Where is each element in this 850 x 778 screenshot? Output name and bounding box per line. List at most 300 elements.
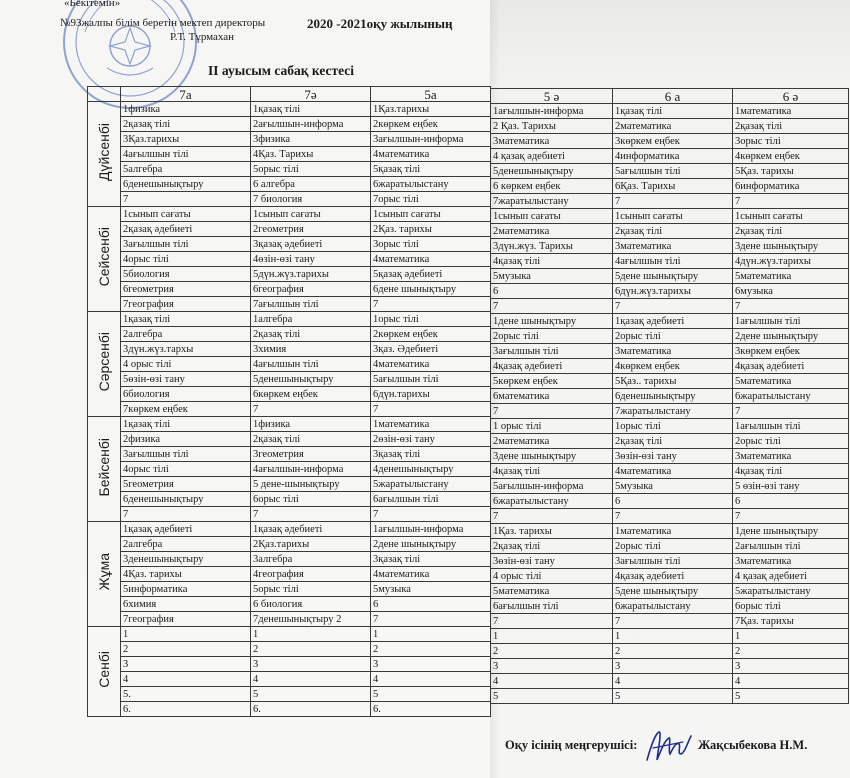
lesson-cell: 4 (491, 674, 613, 689)
day-cell (88, 102, 121, 207)
lesson-cell: 3ағылшын тілі (121, 447, 251, 462)
lesson-cell: 6орыс тілі (733, 599, 849, 614)
lesson-row (88, 687, 491, 702)
lesson-row (88, 237, 491, 252)
lesson-row (491, 629, 849, 644)
lesson-cell: 4денешынықтыру (371, 462, 491, 477)
day-label: Сәрсенбі (96, 332, 112, 392)
lesson-cell: 6. (121, 702, 251, 717)
lesson-cell: 4қазақ тілі (491, 464, 613, 479)
lesson-cell: 7 (733, 404, 849, 419)
lesson-row (491, 479, 849, 494)
lesson-row (88, 477, 491, 492)
lesson-cell: 7 (491, 614, 613, 629)
lesson-cell: 2дене шынықтыру (733, 329, 849, 344)
lesson-cell: 4өзін-өзі тану (251, 252, 371, 267)
lesson-row (491, 464, 849, 479)
lesson-cell: 1қазақ тілі (121, 312, 251, 327)
lesson-cell: 1сынып сағаты (613, 209, 733, 224)
lesson-cell: 2дене шынықтыру (371, 537, 491, 552)
lesson-cell: 5биология (121, 267, 251, 282)
lesson-cell: 5. (121, 687, 251, 702)
lesson-row (88, 627, 491, 642)
lesson-cell: 4 (733, 674, 849, 689)
approval-label: «Бекітемін» (64, 0, 121, 9)
lesson-cell: 2қазақ тілі (733, 224, 849, 239)
director-name: Р.Т. Тұрмахан (170, 31, 235, 43)
lesson-cell: 2ағылшын тілі (733, 539, 849, 554)
lesson-cell: 7 (613, 509, 733, 524)
lesson-row (491, 284, 849, 299)
table-body (491, 104, 849, 704)
lesson-row (491, 344, 849, 359)
lesson-cell: 7Қаз. тарихы (733, 614, 849, 629)
lesson-cell: 2қазақ әдебиеті (121, 222, 251, 237)
lesson-cell: 7 (371, 297, 491, 312)
lesson-row (491, 329, 849, 344)
lesson-cell: 2математика (491, 224, 613, 239)
day-header-blank (88, 87, 121, 102)
lesson-cell: 2математика (491, 434, 613, 449)
lesson-cell: 5денешынықтыру (491, 164, 613, 179)
lesson-cell: 1ағылшын-информа (371, 522, 491, 537)
lesson-cell: 7 (733, 194, 849, 209)
lesson-row (88, 192, 491, 207)
lesson-cell: 3 (251, 657, 371, 672)
lesson-cell: 3химия (251, 342, 371, 357)
lesson-cell: 7 биология (251, 192, 371, 207)
lesson-row (88, 522, 491, 537)
lesson-cell: 1Қаз. тарихы (491, 524, 613, 539)
lesson-cell: 3дене шынықтыру (491, 449, 613, 464)
lesson-row (491, 419, 849, 434)
lesson-cell: 1 (613, 629, 733, 644)
lesson-cell: 3дүн.жүз.тархы (121, 342, 251, 357)
lesson-row (88, 282, 491, 297)
lesson-cell: 1қазақ тілі (121, 417, 251, 432)
lesson-cell: 5математика (733, 269, 849, 284)
lesson-cell: 1қазақ әдебиеті (613, 314, 733, 329)
lesson-cell: 4ағылшын тілі (613, 254, 733, 269)
lesson-cell: 6математика (491, 389, 613, 404)
lesson-cell: 5көркем еңбек (491, 374, 613, 389)
lesson-cell: 3 (121, 657, 251, 672)
lesson-cell: 2өзін-өзі тану (371, 432, 491, 447)
lesson-row (491, 539, 849, 554)
lesson-cell: 5музыка (371, 582, 491, 597)
lesson-row (491, 554, 849, 569)
lesson-cell: 2математика (613, 119, 733, 134)
lesson-cell: 6 (371, 597, 491, 612)
lesson-row (491, 149, 849, 164)
lesson-cell: 6музыка (733, 284, 849, 299)
lesson-cell: 6ағылшын тілі (491, 599, 613, 614)
lesson-cell: 5орыс тілі (251, 582, 371, 597)
lesson-cell: 6орыс тілі (251, 492, 371, 507)
lesson-cell: 4қазақ әдебиеті (491, 359, 613, 374)
lesson-cell: 3ағылшын тілі (121, 237, 251, 252)
lesson-cell: 2алгебра (121, 537, 251, 552)
lesson-row (491, 194, 849, 209)
lesson-cell: 1орыс тілі (371, 312, 491, 327)
lesson-cell: 2 Қаз. Тарихы (491, 119, 613, 134)
lesson-cell: 3өзін-өзі тану (491, 554, 613, 569)
class-column-header: 5а (371, 87, 491, 102)
lesson-row (88, 267, 491, 282)
lesson-cell: 4математика (371, 357, 491, 372)
lesson-cell: 4 орыс тілі (491, 569, 613, 584)
lesson-cell: 5дүн.жүз.тарихы (251, 267, 371, 282)
lesson-row (491, 689, 849, 704)
lesson-cell: 2физика (121, 432, 251, 447)
lesson-cell: 6биология (121, 387, 251, 402)
lesson-row (491, 389, 849, 404)
lesson-cell: 2 (733, 644, 849, 659)
lesson-cell: 6 биология (251, 597, 371, 612)
lesson-row (88, 372, 491, 387)
lesson-cell: 6дүн.тарихы (371, 387, 491, 402)
lesson-cell: 1 (491, 629, 613, 644)
lesson-row (88, 357, 491, 372)
lesson-cell: 5 (733, 689, 849, 704)
lesson-row (88, 597, 491, 612)
lesson-cell: 1 (121, 627, 251, 642)
day-cell (88, 207, 121, 312)
lesson-cell: 3Қаз.тарихы (121, 132, 251, 147)
lesson-cell: 4математика (613, 464, 733, 479)
lesson-cell: 6көркем еңбек (251, 387, 371, 402)
lesson-row (88, 177, 491, 192)
lesson-cell: 1сынып сағаты (491, 209, 613, 224)
lesson-cell: 7 (251, 402, 371, 417)
lesson-cell: 2 (491, 644, 613, 659)
lesson-cell: 4көркем еңбек (613, 359, 733, 374)
lesson-cell: 4көркем еңбек (733, 149, 849, 164)
lesson-cell: 4Қаз. Тарихы (251, 147, 371, 162)
lesson-cell: 1алгебра (251, 312, 371, 327)
lesson-cell: 4ағылшын тілі (121, 147, 251, 162)
lesson-cell: 1ағылшын-информа (491, 104, 613, 119)
lesson-row (491, 224, 849, 239)
lesson-cell: 5 (491, 689, 613, 704)
lesson-cell: 5дене шынықтыру (613, 584, 733, 599)
lesson-cell: 1сынып сағаты (733, 209, 849, 224)
lesson-row (491, 584, 849, 599)
lesson-cell: 3математика (733, 449, 849, 464)
lesson-cell: 5жаратылыстану (371, 477, 491, 492)
lesson-cell: 1сынып сағаты (251, 207, 371, 222)
lesson-cell: 6жаратылыстану (491, 494, 613, 509)
lesson-row (491, 314, 849, 329)
lesson-row (491, 434, 849, 449)
lesson-cell: 4 (613, 674, 733, 689)
lesson-cell: 3көркем еңбек (613, 134, 733, 149)
lesson-cell: 6 (733, 494, 849, 509)
lesson-cell: 2геометрия (251, 222, 371, 237)
lesson-cell: 4қазақ тілі (491, 254, 613, 269)
lesson-cell: 1орыс тілі (613, 419, 733, 434)
lesson-cell: 4 (251, 672, 371, 687)
table-body (88, 102, 491, 717)
day-cell (88, 312, 121, 417)
lesson-cell: 7 (371, 612, 491, 627)
lesson-row (88, 252, 491, 267)
lesson-row (491, 659, 849, 674)
lesson-cell: 2орыс тілі (613, 539, 733, 554)
lesson-row (88, 102, 491, 117)
lesson-cell: 5ағылшын тілі (371, 372, 491, 387)
lesson-cell: 1қазақ әдебиеті (121, 522, 251, 537)
lesson-cell: 1қазақ тілі (613, 104, 733, 119)
lesson-row (88, 462, 491, 477)
academic-year: 2020 -2021оқу жылының (307, 16, 453, 31)
lesson-cell: 3математика (613, 239, 733, 254)
lesson-cell: 2орыс тілі (733, 434, 849, 449)
lesson-cell: 1математика (613, 524, 733, 539)
lesson-cell: 1физика (251, 417, 371, 432)
lesson-cell: 3орыс тілі (371, 237, 491, 252)
lesson-cell: 7 (491, 404, 613, 419)
lesson-cell: 2Қаз.тарихы (251, 537, 371, 552)
head-teacher-name: Жақсыбекова Н.М. (698, 738, 808, 752)
lesson-row (88, 567, 491, 582)
lesson-cell: 2ағылшын-информа (251, 117, 371, 132)
lesson-row (491, 119, 849, 134)
lesson-cell: 1қазақ тілі (251, 102, 371, 117)
lesson-cell: 1ағылшын тілі (733, 314, 849, 329)
lesson-cell: 3геометрия (251, 447, 371, 462)
lesson-row (88, 387, 491, 402)
lesson-row (88, 552, 491, 567)
lesson-cell: 4қазақ әдебиеті (613, 569, 733, 584)
lesson-cell: 5математика (491, 584, 613, 599)
day-label: Сенбі (96, 651, 112, 688)
lesson-cell: 1математика (371, 417, 491, 432)
lesson-cell: 2қазақ тілі (613, 434, 733, 449)
lesson-row (88, 312, 491, 327)
lesson-cell: 1математика (733, 104, 849, 119)
lesson-cell: 2орыс тілі (491, 329, 613, 344)
table-head (88, 87, 491, 102)
class-column-header: 7а (121, 87, 251, 102)
lesson-row (88, 702, 491, 717)
lesson-cell: 7география (121, 297, 251, 312)
schedule-title: ІІ ауысым сабақ кестесі (208, 63, 355, 78)
lesson-row (491, 239, 849, 254)
table-head (491, 89, 849, 104)
lesson-cell: 6 (491, 284, 613, 299)
lesson-cell: 2көркем еңбек (371, 117, 491, 132)
lesson-cell: 7 (371, 402, 491, 417)
lesson-cell: 5өзін-өзі тану (121, 372, 251, 387)
lesson-cell: 6жаратылыстану (371, 177, 491, 192)
lesson-cell: 6информатика (733, 179, 849, 194)
day-label: Жұма (96, 553, 112, 591)
lesson-cell: 3 (371, 657, 491, 672)
lesson-cell: 3ағылшын тілі (613, 554, 733, 569)
lesson-cell: 6дүн.жүз.тарихы (613, 284, 733, 299)
lesson-cell: 7 (733, 509, 849, 524)
lesson-cell: 4 (121, 672, 251, 687)
day-cell (88, 522, 121, 627)
lesson-cell: 4ағылшын тілі (251, 357, 371, 372)
lesson-cell: 6. (371, 702, 491, 717)
lesson-row (491, 164, 849, 179)
lesson-cell: 3дене шынықтыру (733, 239, 849, 254)
lesson-cell: 5 (613, 689, 733, 704)
lesson-row (88, 507, 491, 522)
lesson-cell: 4дүн.жүз.тарихы (733, 254, 849, 269)
lesson-cell: 7 (613, 194, 733, 209)
header-row (88, 87, 491, 102)
lesson-cell: 2қазақ тілі (733, 119, 849, 134)
lesson-cell: 5информатика (121, 582, 251, 597)
lesson-cell: 2қазақ тілі (491, 539, 613, 554)
lesson-cell: 3денешынықтыру (121, 552, 251, 567)
timetable-right (490, 88, 849, 704)
lesson-cell: 2қазақ тілі (251, 432, 371, 447)
lesson-cell: 3қазақ әдебиеті (251, 237, 371, 252)
lesson-cell: 2орыс тілі (613, 329, 733, 344)
lesson-row (88, 327, 491, 342)
lesson-cell: 6денешынықтыру (121, 177, 251, 192)
day-label: Сейсенбі (96, 227, 112, 287)
lesson-cell: 4 (371, 672, 491, 687)
lesson-cell: 5 дене-шынықтыру (251, 477, 371, 492)
lesson-cell: 6 (613, 494, 733, 509)
head-teacher-role: Оқу ісінің меңгерушісі: (505, 738, 638, 752)
lesson-cell: 7ағылшын тілі (251, 297, 371, 312)
lesson-row (491, 359, 849, 374)
lesson-row (491, 209, 849, 224)
header-row (491, 89, 849, 104)
lesson-cell: 6ағылшын тілі (371, 492, 491, 507)
lesson-row (491, 494, 849, 509)
lesson-cell: 2Қаз. тарихы (371, 222, 491, 237)
lesson-cell: 7орыс тілі (371, 192, 491, 207)
lesson-row (88, 297, 491, 312)
lesson-cell: 3ағылшын тілі (491, 344, 613, 359)
lesson-row (88, 537, 491, 552)
lesson-cell: 3көркем еңбек (733, 344, 849, 359)
lesson-row (88, 207, 491, 222)
lesson-cell: 4география (251, 567, 371, 582)
lesson-row (491, 254, 849, 269)
lesson-row (491, 449, 849, 464)
signature-icon (643, 726, 695, 768)
lesson-row (491, 674, 849, 689)
lesson-row (88, 447, 491, 462)
lesson-row (88, 117, 491, 132)
lesson-cell: 7 (613, 614, 733, 629)
lesson-cell: 2 (371, 642, 491, 657)
lesson-cell: 3физика (251, 132, 371, 147)
lesson-cell: 7жаратылыстану (491, 194, 613, 209)
lesson-cell: 3 (733, 659, 849, 674)
lesson-cell: 5музыка (613, 479, 733, 494)
lesson-cell: 7жаратылыстану (613, 404, 733, 419)
lesson-cell: 3қазақ тілі (371, 552, 491, 567)
lesson-row (88, 492, 491, 507)
lesson-cell: 6. (251, 702, 371, 717)
lesson-row (88, 417, 491, 432)
lesson-cell: 5математика (733, 374, 849, 389)
lesson-cell: 7 (491, 509, 613, 524)
director-title: №93жалпы білім беретін мектеп директоры (60, 17, 266, 29)
lesson-cell: 2 (613, 644, 733, 659)
lesson-cell: 2алгебра (121, 327, 251, 342)
lesson-cell: 4информатика (613, 149, 733, 164)
lesson-cell: 5 (251, 687, 371, 702)
lesson-cell: 6 алгебра (251, 177, 371, 192)
lesson-cell: 7 (613, 299, 733, 314)
class-column-header: 6 ә (733, 89, 849, 104)
lesson-cell: 4қазақ тілі (733, 464, 849, 479)
lesson-cell: 7 (121, 192, 251, 207)
class-column-header: 6 а (613, 89, 733, 104)
lesson-row (491, 599, 849, 614)
lesson-cell: 5орыс тілі (251, 162, 371, 177)
lesson-row (88, 342, 491, 357)
lesson-cell: 2қазақ тілі (121, 117, 251, 132)
lesson-cell: 1дене шынықтыру (733, 524, 849, 539)
class-column-header: 7ә (251, 87, 371, 102)
lesson-cell: 7 (733, 299, 849, 314)
lesson-cell: 5ағылшын-информа (491, 479, 613, 494)
lesson-row (88, 672, 491, 687)
lesson-row (88, 642, 491, 657)
lesson-cell: 7 (491, 299, 613, 314)
lesson-cell: 7денешынықтыру 2 (251, 612, 371, 627)
lesson-cell: 5қазақ әдебиеті (371, 267, 491, 282)
lesson-cell: 6дене шынықтыру (371, 282, 491, 297)
lesson-cell: 3математика (491, 134, 613, 149)
lesson-cell: 2қазақ тілі (613, 224, 733, 239)
lesson-cell: 6Қаз. Тарихы (613, 179, 733, 194)
lesson-cell: 1 орыс тілі (491, 419, 613, 434)
lesson-cell: 5денешынықтыру (251, 372, 371, 387)
day-cell (88, 417, 121, 522)
lesson-cell: 7көркем еңбек (121, 402, 251, 417)
lesson-cell: 5дене шынықтыру (613, 269, 733, 284)
lesson-cell: 5қазақ тілі (371, 162, 491, 177)
lesson-cell: 5музыка (491, 269, 613, 284)
lesson-cell: 3ағылшын-информа (371, 132, 491, 147)
lesson-row (491, 299, 849, 314)
lesson-row (88, 582, 491, 597)
lesson-cell: 1сынып сағаты (121, 207, 251, 222)
lesson-cell: 7 (121, 507, 251, 522)
lesson-cell: 5алгебра (121, 162, 251, 177)
lesson-cell: 3өзін-өзі тану (613, 449, 733, 464)
lesson-cell: 4орыс тілі (121, 462, 251, 477)
lesson-row (491, 179, 849, 194)
lesson-row (88, 612, 491, 627)
lesson-cell: 1дене шынықтыру (491, 314, 613, 329)
lesson-row (88, 132, 491, 147)
lesson-cell: 2 (121, 642, 251, 657)
lesson-cell: 5геометрия (121, 477, 251, 492)
lesson-cell: 1ағылшын тілі (733, 419, 849, 434)
lesson-row (491, 509, 849, 524)
day-label: Бейсенбі (96, 437, 112, 497)
lesson-row (491, 269, 849, 284)
lesson-cell: 2көркем еңбек (371, 327, 491, 342)
lesson-cell: 4 орыс тілі (121, 357, 251, 372)
lesson-cell: 1 (371, 627, 491, 642)
lesson-cell: 6география (251, 282, 371, 297)
lesson-cell: 1физика (121, 102, 251, 117)
